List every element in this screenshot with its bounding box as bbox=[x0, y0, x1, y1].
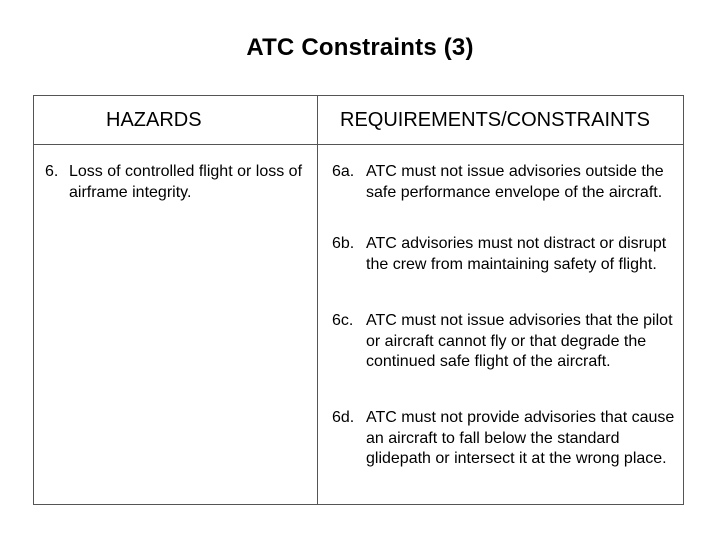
header-divider bbox=[34, 144, 683, 145]
requirement-text: ATC advisories must not distract or disrupt the crew from maintaining safety of flight. bbox=[366, 235, 667, 273]
column-divider bbox=[317, 96, 318, 504]
requirement-text: ATC must not provide advisories that cause an aircraft to fall below the standard glidepath or intersect it at the wrong place. bbox=[366, 409, 675, 467]
requirement-text: ATC must not issue advisories that the pilot or aircraft cannot fly or that degrade the continued safe flight of the aircraft. bbox=[366, 312, 673, 370]
hazard-item bbox=[45, 162, 315, 203]
requirement-item-6c bbox=[332, 311, 678, 373]
requirement-item-6b bbox=[332, 234, 678, 275]
requirement-number: 6c. bbox=[332, 312, 354, 329]
hazard-text: Loss of controlled flight or loss of airframe integrity. bbox=[69, 163, 303, 201]
column-header-hazards: HAZARDS bbox=[106, 109, 202, 131]
requirement-number: 6b. bbox=[332, 235, 355, 252]
requirement-number: 6d. bbox=[332, 409, 355, 426]
page-title: ATC Constraints (3) bbox=[246, 34, 474, 61]
requirement-text: ATC must not issue advisories outside the safe performance envelope of the aircraft. bbox=[366, 163, 664, 201]
hazard-number: 6. bbox=[45, 163, 59, 180]
column-header-requirements: REQUIREMENTS/CONSTRAINTS bbox=[340, 109, 651, 131]
requirement-item-6a bbox=[332, 162, 678, 203]
requirement-item-6d bbox=[332, 408, 678, 470]
hazards-requirements-table bbox=[33, 95, 684, 505]
requirement-number: 6a. bbox=[332, 163, 355, 180]
